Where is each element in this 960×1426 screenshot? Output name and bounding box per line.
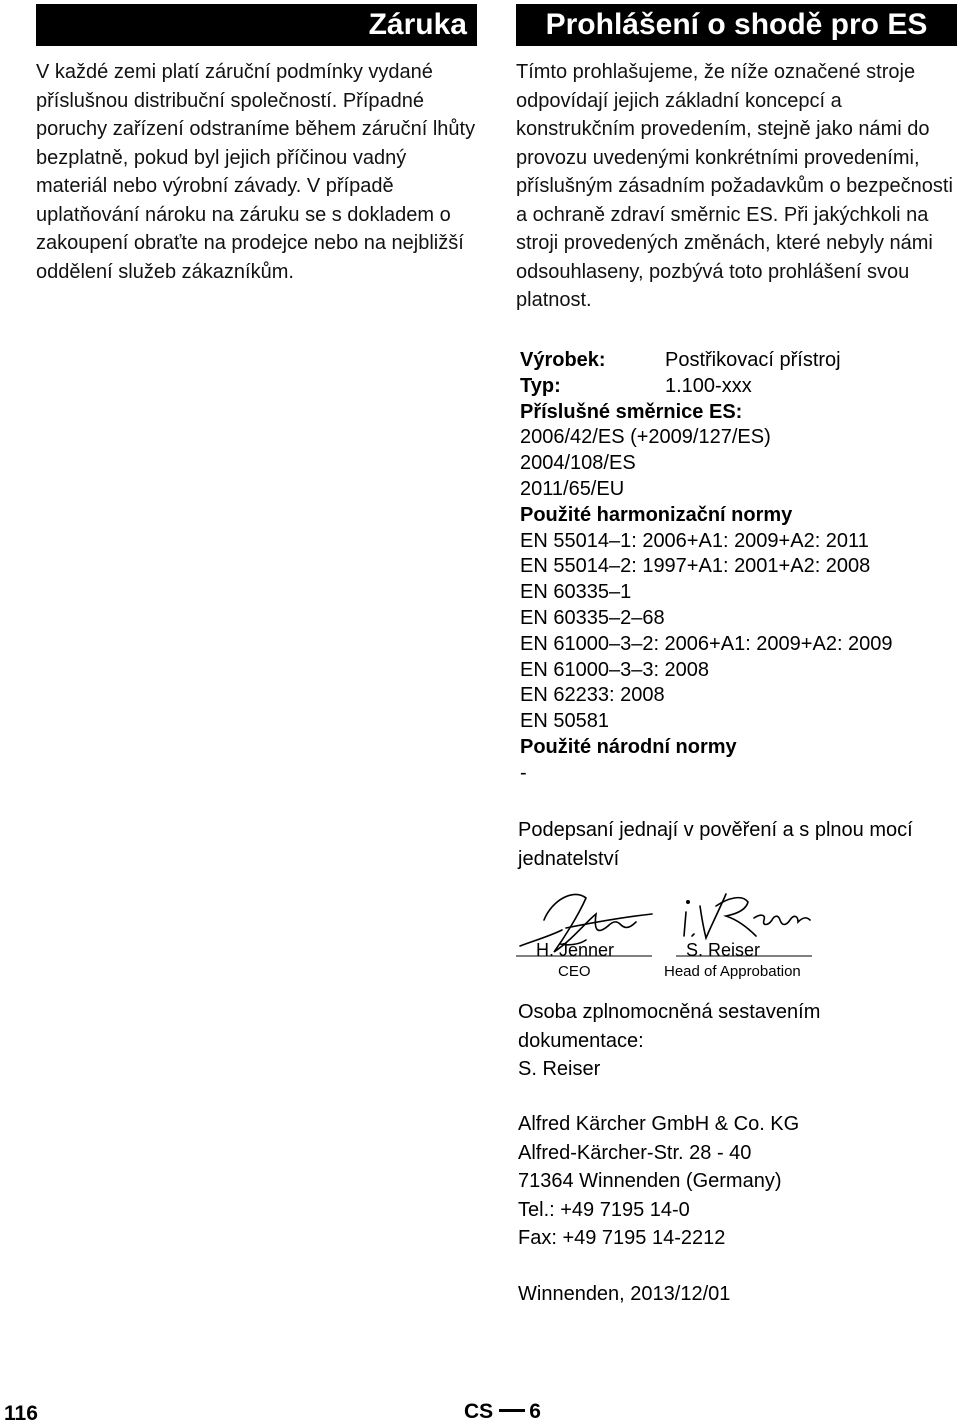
directive-item: 2004/108/ES <box>520 452 636 475</box>
declaration-title: Prohlášení o shodě pro ES <box>516 4 957 46</box>
dash-divider <box>499 1409 525 1412</box>
signature-reiser-icon <box>684 894 810 938</box>
directives-label: Příslušné směrnice ES: <box>520 400 743 423</box>
product-value: Postřikovací přístroj <box>665 349 841 371</box>
authorized-block <box>518 998 948 1084</box>
address-line: Fax: +49 7195 14-2212 <box>518 1227 726 1249</box>
harmonized-item: EN 55014–2: 1997+A1: 2001+A2: 2008 <box>520 555 871 578</box>
page-number: 116 <box>4 1402 38 1425</box>
signer2-title: Head of Approbation <box>664 963 801 980</box>
language-code: CS <box>464 1400 494 1423</box>
address-line: Alfred-Kärcher-Str. 28 - 40 <box>518 1141 752 1164</box>
harmonized-item: EN 62233: 2008 <box>520 684 665 707</box>
type-row <box>520 374 956 400</box>
type-label: Typ: <box>520 374 561 397</box>
harmonized-item: EN 55014–1: 2006+A1: 2009+A2: 2011 <box>520 529 869 552</box>
directive-item: 2011/65/EU <box>520 477 625 500</box>
signatures-block <box>516 880 816 990</box>
address-line: Tel.: +49 7195 14-0 <box>518 1198 690 1221</box>
warranty-title: Záruka <box>36 4 477 46</box>
harmonized-item: EN 61000–3–2: 2006+A1: 2009+A2: 2009 <box>520 632 893 655</box>
authorized-name: S. Reiser <box>518 1058 601 1080</box>
harmonized-item: EN 60335–2–68 <box>520 606 665 629</box>
harmonized-item: EN 60335–1 <box>520 581 632 604</box>
harmonized-item: EN 50581 <box>520 710 609 733</box>
harmonized-label: Použité harmonizační normy <box>520 503 793 526</box>
directive-item: 2006/42/ES (+2009/127/ES) <box>520 426 771 449</box>
product-label: Výrobek: <box>520 349 606 371</box>
declaration-section <box>516 4 957 315</box>
address-line: 71364 Winnenden (Germany) <box>518 1170 782 1192</box>
national-label: Použité národní normy <box>520 735 737 758</box>
declaration-specs <box>520 348 956 787</box>
national-value: - <box>520 761 527 784</box>
signer1-name: H. Jenner <box>536 940 615 960</box>
harmonized-item: EN 61000–3–3: 2008 <box>520 658 710 681</box>
company-address <box>518 1110 948 1253</box>
warranty-text: V každé zemi platí záruční podmínky vydané příslušnou distribuční společností. Případné poruchy zařízení odstraníme během záruční lhůty bezplatně, pokud byl jejich příčinou vadný materiál nebo výrobní závady. V případě uplatňování nároku na záruku se s dokladem o zakoupení obraťte na prodejce nebo na nejbližší oddělení služeb zákazníkům. <box>36 61 476 283</box>
address-line: Alfred Kärcher GmbH & Co. KG <box>518 1113 800 1135</box>
product-row <box>520 348 956 374</box>
type-value: 1.100-xxx <box>665 374 752 397</box>
language-page <box>464 1400 541 1424</box>
warranty-section <box>36 4 477 286</box>
authorized-text: Osoba zplnomocněná sestavením dokumentace: <box>518 1001 821 1052</box>
signer2-name: S. Reiser <box>686 940 761 960</box>
signer1-title: CEO <box>558 963 591 980</box>
place-date: Winnenden, 2013/12/01 <box>518 1283 731 1305</box>
declaration-text: Tímto prohlašujeme, že níže označené stroje odpovídají jejich základní koncepcí a konstrukčním provedením, stejně jako námi do provozu uvedenými konkrétními provedeními, příslušným zásadním požadavkům o bezpečnosti a ochraně zdraví směrnic ES. Při jakýchkoli na stroji provedených změnách, které nebyly námi odsouhlaseny, pozbývá toto prohlášení svou platnost. <box>516 61 953 311</box>
language-page-number: 6 <box>529 1400 541 1423</box>
signed-statement: Podepsaní jednají v pověření a s plnou mocí jednatelství <box>518 819 913 870</box>
